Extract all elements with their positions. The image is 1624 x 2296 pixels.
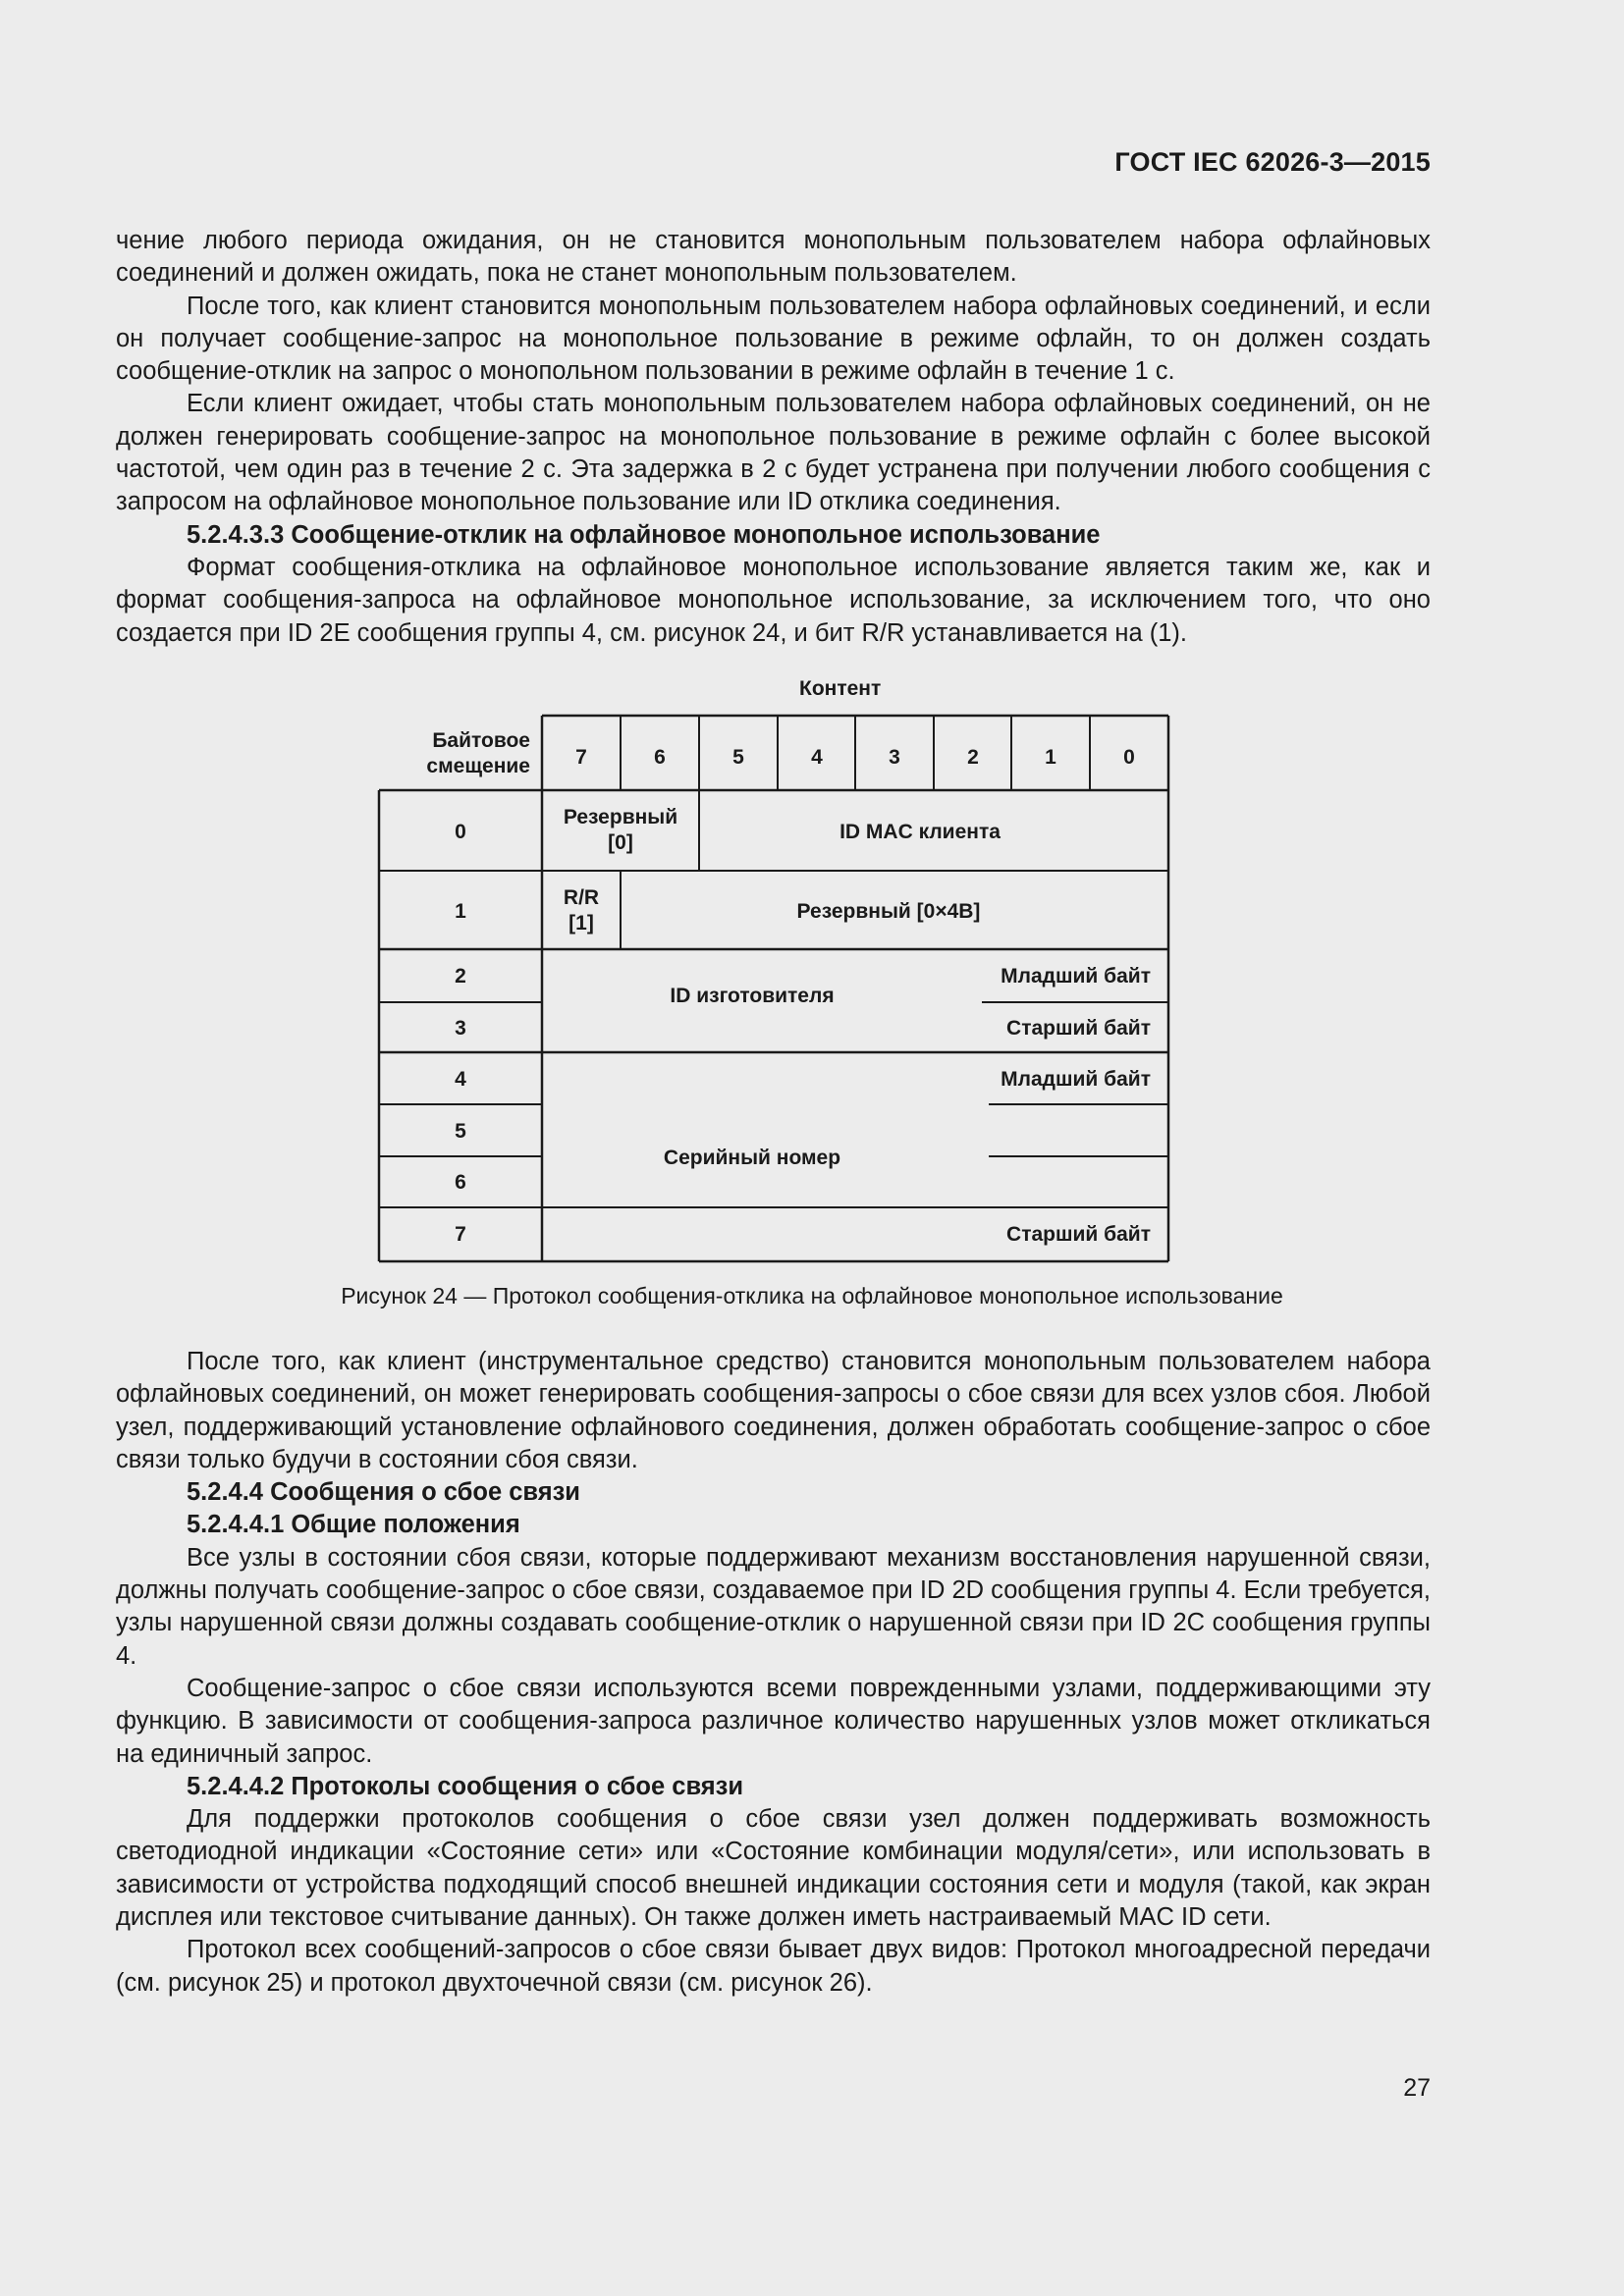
- paragraph: Для поддержки протоколов сообщения о сбое связи узел должен поддерживать возможность светодиодной индикации «Состояние сети» или «Состояние комбинации модуля/сети», или использовать в зависимости от устройства подходящий способ внешней индикации состояния сети и модуля (такой, как экран дисплея или текстовое считывание данных). Он также должен иметь настраиваемый MAC ID сети.: [116, 1805, 1431, 1932]
- paragraph: Формат сообщения-отклика на офлайновое монопольное использование является таким же, как и формат сообщения-запроса на офлайновое монопольное использование, за исключением того, что оно создается при ID 2E сообщения группы 4, см. рисунок 24, и бит R/R устанавливается на (1).: [116, 553, 1431, 647]
- offset-header: Байтовое: [432, 729, 530, 752]
- bit-label: 3: [889, 746, 900, 769]
- low-byte-label: Младший байт: [1001, 965, 1151, 988]
- paragraph: Сообщение-запрос о сбое связи используются всеми поврежденными узлами, поддерживающими эту функцию. В зависимости от сообщения-запроса различное количество нарушенных узлов может откликаться на единичный запрос.: [116, 1674, 1431, 1768]
- reserved-bit-value: [0]: [608, 831, 633, 854]
- reserved-bit-label: Резервный: [563, 806, 678, 828]
- section-heading: 5.2.4.4.1 Общие положения: [187, 1511, 520, 1539]
- low-byte-label: Младший байт: [1001, 1068, 1151, 1091]
- bit-label: 2: [967, 746, 979, 769]
- protocol-figure: [375, 712, 1180, 1271]
- document-header: ГОСТ IEC 62026-3—2015: [1114, 147, 1431, 177]
- paragraph: После того, как клиент становится монопольным пользователем набора офлайновых соединений, и если он получает сообщение-запрос на монопольное пользование в режиме офлайн, то он должен создать сообщение-отклик на запрос о монопольном пользовании в режиме офлайн в течение 1 с.: [116, 292, 1431, 386]
- reserved-4b-label: Резервный [0×4B]: [796, 900, 981, 923]
- text-block-top: [116, 225, 1431, 650]
- section-heading: 5.2.4.3.3 Сообщение-отклик на офлайновое монопольное использование: [187, 520, 1101, 549]
- bit-label: 6: [654, 746, 666, 769]
- paragraph: Если клиент ожидает, чтобы стать монопольным пользователем набора офлайновых соединений, он не должен генерировать сообщение-запрос на монопольное пользование в режиме офлайн с более высокой частотой, чем один раз в течение 2 с. Эта задержка в 2 с будет устранена при получении любого сообщения с запросом на офлайновое монопольное пользование или ID отклика соединения.: [116, 390, 1431, 516]
- table-text: [426, 729, 1134, 1246]
- offset-label: 3: [455, 1017, 466, 1040]
- paragraph: Все узлы в состоянии сбоя связи, которые поддерживают механизм восстановления нарушенной связи, должны получать сообщение-запрос о сбое связи, создаваемое при ID 2D сообщения группы 4. Если требуется, узлы нарушенной связи должны создавать сообщение-отклик о нарушенной связи при ID 2C сообщения группы 4.: [116, 1543, 1431, 1670]
- high-byte-label: Старший байт: [1006, 1223, 1151, 1246]
- bit-label: 7: [575, 746, 587, 769]
- protocol-table-diagram: [375, 712, 1180, 1266]
- serial-number-label: Серийный номер: [663, 1147, 841, 1169]
- section-heading: 5.2.4.4.2 Протоколы сообщения о сбое связи: [187, 1772, 744, 1800]
- offset-label: 4: [455, 1068, 466, 1091]
- client-mac-label: ID MAC клиента: [839, 821, 1001, 843]
- bit-label: 4: [811, 746, 823, 769]
- page-number: 27: [1403, 2074, 1431, 2102]
- rr-bit-label: R/R: [563, 886, 600, 909]
- offset-label: 2: [455, 965, 466, 988]
- paragraph: Протокол всех сообщений-запросов о сбое связи бывает двух видов: Протокол многоадресной передачи (см. рисунок 25) и протокол двухточечной связи (см. рисунок 26).: [116, 1936, 1431, 1997]
- offset-label: 0: [455, 821, 466, 843]
- offset-label: 6: [455, 1171, 466, 1194]
- bit-label: 5: [732, 746, 744, 769]
- offset-label: 1: [455, 900, 466, 923]
- rr-bit-value: [1]: [568, 912, 594, 934]
- bit-label: 0: [1123, 746, 1135, 769]
- offset-label: 7: [455, 1223, 466, 1246]
- offset-header: смещение: [426, 755, 530, 777]
- paragraph: чение любого периода ожидания, он не становится монопольным пользователем набора офлайновых соединений и должен ожидать, пока не станет монопольным пользователем.: [116, 227, 1431, 288]
- offset-label: 5: [455, 1120, 466, 1143]
- bit-label: 1: [1045, 746, 1056, 769]
- figure-caption: Рисунок 24 — Протокол сообщения-отклика на офлайновое монопольное использование: [341, 1283, 1283, 1308]
- figure-content-header: Контент: [799, 677, 882, 700]
- text-block-bottom: [116, 1346, 1431, 2000]
- section-heading: 5.2.4.4 Сообщения о сбое связи: [187, 1478, 580, 1507]
- manufacturer-id-label: ID изготовителя: [670, 985, 835, 1007]
- high-byte-label: Старший байт: [1006, 1017, 1151, 1040]
- paragraph: После того, как клиент (инструментальное средство) становится монопольным пользователем набора офлайновых соединений, он может генерировать сообщения-запросы о сбое связи для всех узлов сбоя. Любой узел, поддерживающий установление офлайнового соединения, должен обработать сообщение-запрос о сбое связи только будучи в состоянии сбоя связи.: [116, 1348, 1431, 1473]
